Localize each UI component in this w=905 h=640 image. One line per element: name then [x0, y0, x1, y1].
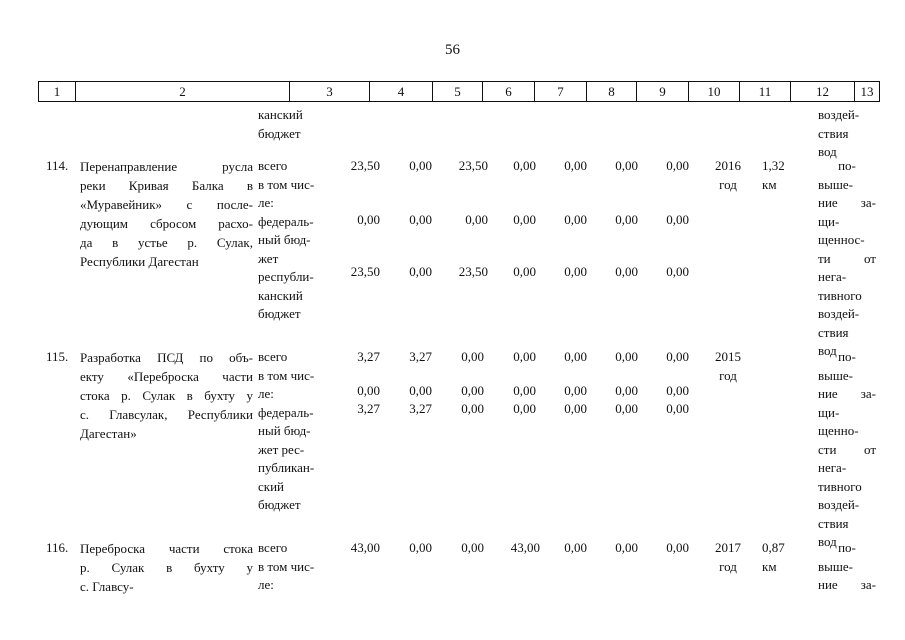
value-cell: 0,00 — [357, 383, 380, 398]
row-year — [705, 348, 751, 385]
value-cell: 43,00 — [510, 540, 540, 555]
row-name-line: реки Кривая Балка в — [80, 178, 253, 193]
value-cell: 0,00 — [357, 212, 380, 227]
header-col-12: 12 — [791, 82, 855, 101]
row-name-line: дующим сбросом расхо- — [80, 216, 253, 231]
row-name-line: Переброска части стока — [80, 541, 253, 556]
value-cell: 0,00 — [666, 264, 689, 279]
result-line: тивного — [818, 478, 862, 494]
value-cell: 0,00 — [564, 383, 587, 398]
result-line: вод — [818, 534, 837, 549]
carry-source-line: бюджет — [258, 125, 301, 141]
source-line: бюджет — [258, 306, 301, 321]
value-cell: 0,00 — [564, 212, 587, 227]
result-line: вод — [818, 343, 837, 358]
result-line: щи- — [818, 404, 840, 420]
value-cell: 0,00 — [461, 349, 484, 364]
result-line: ствия — [818, 515, 849, 531]
value-cell: 0,00 — [465, 212, 488, 227]
result-line: ние за- — [818, 195, 876, 210]
source-line: ле: — [258, 195, 274, 210]
value-cell: 0,00 — [666, 401, 689, 416]
result-line: нега- — [818, 269, 847, 284]
source-line: жет рес- — [258, 441, 305, 457]
result-line: нега- — [818, 460, 847, 475]
value-cell: 0,00 — [615, 158, 638, 173]
result-line: воздей- — [818, 497, 860, 512]
header-col-13: 13 — [860, 84, 874, 99]
amount-line: 1,32 — [762, 158, 785, 173]
row-number: 114. — [46, 158, 69, 173]
result-line: по- — [838, 349, 856, 364]
row-amount — [762, 157, 785, 194]
source-line: ле: — [258, 577, 274, 592]
header-col-8: 8 — [587, 82, 637, 101]
row-name-line: Республики Дагестан — [80, 254, 199, 269]
row-name-line: р. Сулак в бухту у — [80, 560, 253, 575]
value-cell: 0,00 — [564, 349, 587, 364]
result-line: выше- — [818, 558, 853, 574]
table-header-row — [38, 81, 880, 102]
value-cell: 0,00 — [564, 401, 587, 416]
header-col-3: 3 — [290, 82, 370, 101]
value-cell: 0,00 — [513, 212, 536, 227]
result-line: выше- — [818, 176, 853, 192]
value-cell: 0,00 — [615, 383, 638, 398]
value-cell: 3,27 — [409, 349, 432, 364]
year-line: год — [719, 558, 737, 574]
page-number: 56 — [445, 42, 460, 58]
row-result — [818, 348, 876, 552]
header-col-9: 9 — [637, 82, 689, 101]
carry-source-line: канский — [258, 107, 303, 122]
row-year — [705, 539, 751, 576]
source-line: жет — [258, 250, 279, 266]
carry-result-line: воздей- — [818, 107, 860, 122]
header-col-6: 6 — [483, 82, 535, 101]
row-source — [258, 348, 314, 515]
value-cell: 0,00 — [409, 212, 432, 227]
row-name-line: с. Главсулак, Республики — [80, 407, 253, 422]
row-name-line: Перенаправление русла — [80, 159, 253, 174]
value-cell: 0,00 — [615, 401, 638, 416]
row-name-line: «Муравейник» с после- — [80, 197, 253, 212]
value-cell: 0,00 — [461, 401, 484, 416]
value-cell: 0,00 — [564, 264, 587, 279]
value-cell: 0,00 — [615, 349, 638, 364]
row-name-line: да в устье р. Сулак, — [80, 235, 253, 250]
value-cell: 0,00 — [666, 158, 689, 173]
source-line: ский — [258, 478, 284, 494]
header-col-4: 4 — [370, 82, 433, 101]
row-source — [258, 157, 314, 324]
source-line: ле: — [258, 386, 274, 401]
row-year — [705, 157, 751, 194]
amount-line: км — [762, 558, 777, 574]
row-name — [80, 348, 253, 443]
value-cell: 3,27 — [409, 401, 432, 416]
value-cell: 0,00 — [564, 158, 587, 173]
header-col-2: 2 — [76, 82, 290, 101]
row-name — [80, 157, 253, 271]
value-cell: 0,00 — [615, 264, 638, 279]
value-cell: 0,00 — [666, 212, 689, 227]
value-cell: 23,50 — [350, 158, 380, 173]
carry-result — [818, 106, 876, 162]
value-cell: 0,00 — [513, 349, 536, 364]
value-cell: 0,00 — [666, 349, 689, 364]
value-cell: 0,00 — [513, 158, 536, 173]
carry-result-line: вод — [818, 144, 837, 159]
year-line: год — [719, 367, 737, 383]
value-cell: 23,50 — [458, 264, 488, 279]
value-cell: 0,00 — [564, 540, 587, 555]
source-line: в том чис- — [258, 176, 315, 192]
row-source — [258, 539, 314, 595]
value-cell: 0,00 — [513, 401, 536, 416]
result-line: ние за- — [818, 386, 876, 401]
source-line: всего — [258, 349, 288, 364]
value-cell: 0,00 — [666, 383, 689, 398]
row-number: 115. — [46, 349, 69, 364]
result-line: по- — [838, 540, 856, 555]
value-cell: 0,00 — [666, 540, 689, 555]
row-amount — [762, 539, 785, 576]
header-col-7: 7 — [535, 82, 587, 101]
source-line: всего — [258, 540, 288, 555]
value-cell: 3,27 — [357, 349, 380, 364]
value-cell: 0,00 — [409, 540, 432, 555]
source-line: ный бюд- — [258, 423, 311, 438]
value-cell: 0,00 — [615, 540, 638, 555]
value-cell: 0,00 — [615, 212, 638, 227]
amount-line: 0,87 — [762, 540, 785, 555]
row-number: 116. — [46, 540, 69, 555]
value-cell: 43,00 — [350, 540, 380, 555]
result-line: тивного — [818, 287, 862, 303]
value-cell: 0,00 — [409, 264, 432, 279]
source-line: республи- — [258, 269, 314, 284]
value-cell: 0,00 — [461, 383, 484, 398]
source-line: федераль- — [258, 404, 314, 420]
year-line: год — [719, 176, 737, 192]
result-line: по- — [838, 158, 856, 173]
year-line: 2015 — [715, 349, 741, 364]
result-line: щеннос- — [818, 232, 865, 247]
result-line: ти от — [818, 250, 876, 266]
header-col-5: 5 — [433, 82, 483, 101]
value-cell: 0,00 — [409, 158, 432, 173]
row-result — [818, 157, 876, 361]
source-line: публикан- — [258, 460, 315, 475]
year-line: 2017 — [715, 540, 741, 555]
result-line: воздей- — [818, 306, 860, 321]
value-cell: 3,27 — [357, 401, 380, 416]
row-name-line: с. Главсу- — [80, 579, 134, 594]
source-line: в том чис- — [258, 367, 315, 383]
row-name-line: Разработка ПСД по объ- — [80, 350, 253, 365]
source-line: ный бюд- — [258, 232, 311, 247]
value-cell: 0,00 — [513, 383, 536, 398]
source-line: всего — [258, 158, 288, 173]
header-col-10: 10 — [689, 82, 740, 101]
source-line: федераль- — [258, 213, 314, 229]
source-line: канский — [258, 287, 303, 303]
source-line: в том чис- — [258, 558, 315, 574]
row-name-line: Дагестан» — [80, 426, 137, 441]
result-line: ние за- — [818, 577, 876, 592]
row-result — [818, 539, 876, 595]
result-line: выше- — [818, 367, 853, 383]
result-line: сти от — [818, 441, 876, 457]
result-line: ствия — [818, 324, 849, 340]
value-cell: 0,00 — [513, 264, 536, 279]
row-name-line: екту «Переброска части — [80, 369, 253, 384]
row-name — [80, 539, 253, 596]
year-line: 2016 — [715, 158, 741, 173]
result-line: щи- — [818, 213, 840, 229]
source-line: бюджет — [258, 497, 301, 512]
carry-result-line: ствия — [818, 125, 849, 141]
amount-line: км — [762, 176, 777, 192]
header-col-1: 1 — [39, 82, 76, 101]
value-cell: 0,00 — [461, 540, 484, 555]
value-cell: 23,50 — [350, 264, 380, 279]
value-cell: 0,00 — [409, 383, 432, 398]
header-col-11: 11 — [740, 82, 791, 101]
value-cell: 23,50 — [458, 158, 488, 173]
row-name-line: стока р. Сулак в бухту у — [80, 388, 253, 403]
result-line: щенно- — [818, 423, 859, 438]
